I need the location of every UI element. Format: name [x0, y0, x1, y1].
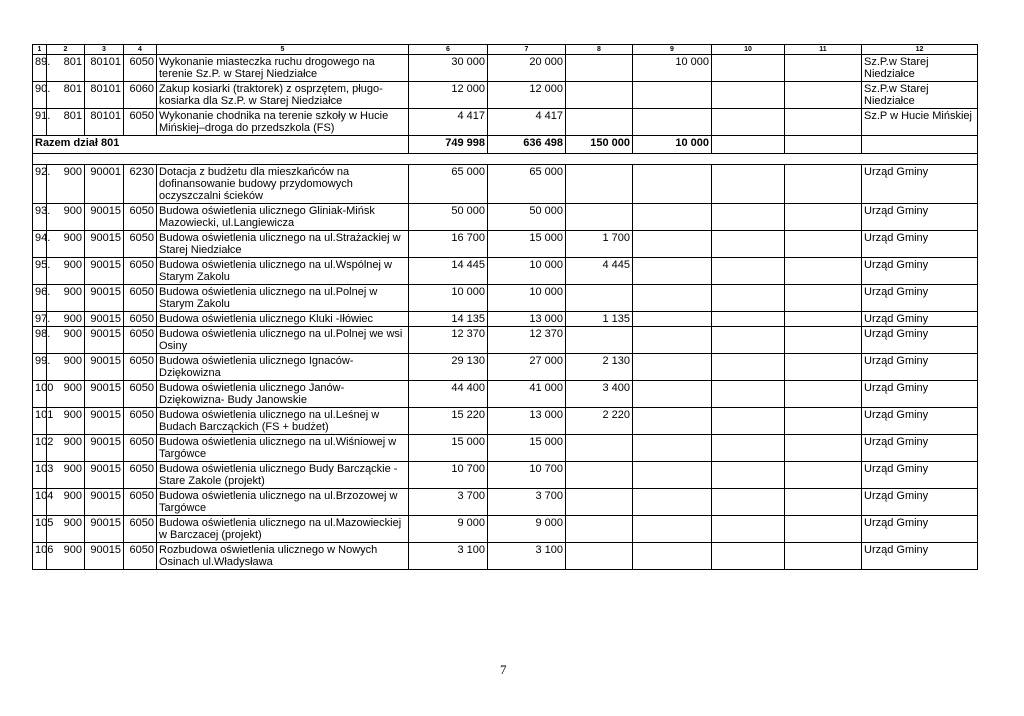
paragraph-code: 6050 [124, 462, 157, 489]
col-11-value [785, 489, 862, 516]
spacer-cell [33, 154, 978, 165]
col-6-value: 10 000 [409, 285, 488, 312]
summary-col-7: 636 498 [488, 136, 566, 154]
table-row [33, 543, 978, 570]
col-7-value: 3 100 [488, 543, 566, 570]
col-10-value [712, 55, 785, 82]
col-9-value [633, 516, 712, 543]
col-10-value [712, 204, 785, 231]
table-row [33, 327, 978, 354]
row-number: 95. [33, 258, 47, 285]
table-row [33, 462, 978, 489]
column-number: 11 [785, 45, 862, 55]
col-7-value: 15 000 [488, 231, 566, 258]
task-description: Rozbudowa oświetlenia ulicznego w Nowych Osinach ul.Władysława [157, 543, 409, 570]
division-code: 801 [47, 55, 85, 82]
col-9-value [633, 354, 712, 381]
paragraph-code: 6050 [124, 285, 157, 312]
summary-label: Razem dział 801 [33, 136, 409, 154]
table-row [33, 109, 978, 136]
col-9-value [633, 327, 712, 354]
row-number: 100 [33, 381, 47, 408]
section-900-rows [33, 165, 978, 570]
column-number: 7 [488, 45, 566, 55]
responsible-unit: Sz.P.w Starej Niedziałce [862, 55, 978, 82]
col-8-value [566, 327, 633, 354]
col-11-value [785, 462, 862, 489]
col-11-value [785, 204, 862, 231]
responsible-unit: Urząd Gminy [862, 165, 978, 204]
task-description: Budowa oświetlenia ulicznego Ignaców-Dziękowizna [157, 354, 409, 381]
col-8-value [566, 82, 633, 109]
col-8-value [566, 489, 633, 516]
col-9-value [633, 408, 712, 435]
col-7-value: 3 700 [488, 489, 566, 516]
paragraph-code: 6050 [124, 408, 157, 435]
col-6-value: 15 220 [409, 408, 488, 435]
row-number: 91. [33, 109, 47, 136]
row-number: 90. [33, 82, 47, 109]
division-code: 900 [47, 381, 85, 408]
responsible-unit: Urząd Gminy [862, 435, 978, 462]
row-number: 89. [33, 55, 47, 82]
table-row [33, 354, 978, 381]
chapter-code: 90015 [85, 543, 124, 570]
paragraph-code: 6050 [124, 312, 157, 327]
table-row [33, 489, 978, 516]
col-10-value [712, 543, 785, 570]
chapter-code: 90015 [85, 327, 124, 354]
col-11-value [785, 543, 862, 570]
column-number: 1 [33, 45, 47, 55]
paragraph-code: 6050 [124, 109, 157, 136]
paragraph-code: 6050 [124, 231, 157, 258]
col-10-value [712, 435, 785, 462]
col-9-value [633, 543, 712, 570]
responsible-unit: Urząd Gminy [862, 285, 978, 312]
task-description: Budowa oświetlenia ulicznego Budy Barcząckie -Stare Zakole (projekt) [157, 462, 409, 489]
col-8-value [566, 165, 633, 204]
col-11-value [785, 55, 862, 82]
task-description: Wykonanie chodnika na terenie szkoły w Hucie Mińskiej–droga do przedszkola (FS) [157, 109, 409, 136]
col-11-value [785, 381, 862, 408]
col-11-value [785, 354, 862, 381]
col-8-value: 2 220 [566, 408, 633, 435]
responsible-unit: Urząd Gminy [862, 489, 978, 516]
paragraph-code: 6050 [124, 489, 157, 516]
col-7-value: 12 000 [488, 82, 566, 109]
summary-row [33, 136, 978, 154]
task-description: Budowa oświetlenia ulicznego Gliniak-Mińsk Mazowiecki, ul.Langiewicza [157, 204, 409, 231]
row-number: 101 [33, 408, 47, 435]
responsible-unit: Urząd Gminy [862, 204, 978, 231]
col-11-value [785, 285, 862, 312]
section-801-rows [33, 55, 978, 136]
paragraph-code: 6050 [124, 258, 157, 285]
responsible-unit: Urząd Gminy [862, 543, 978, 570]
paragraph-code: 6050 [124, 327, 157, 354]
col-10-value [712, 82, 785, 109]
table-row [33, 408, 978, 435]
col-9-value [633, 489, 712, 516]
col-10-value [712, 327, 785, 354]
col-7-value: 13 000 [488, 312, 566, 327]
section-801-summary [33, 136, 978, 165]
table-row [33, 285, 978, 312]
col-9-value [633, 231, 712, 258]
col-8-value [566, 204, 633, 231]
table-row [33, 165, 978, 204]
col-7-value: 65 000 [488, 165, 566, 204]
paragraph-code: 6050 [124, 55, 157, 82]
division-code: 801 [47, 82, 85, 109]
col-7-value: 50 000 [488, 204, 566, 231]
col-9-value [633, 109, 712, 136]
col-6-value: 4 417 [409, 109, 488, 136]
col-8-value: 3 400 [566, 381, 633, 408]
col-9-value [633, 462, 712, 489]
col-10-value [712, 354, 785, 381]
col-7-value: 41 000 [488, 381, 566, 408]
division-code: 900 [47, 165, 85, 204]
row-number: 94. [33, 231, 47, 258]
division-code: 900 [47, 516, 85, 543]
row-number: 102 [33, 435, 47, 462]
task-description: Budowa oświetlenia ulicznego na ul.Polnej w Starym Zakolu [157, 285, 409, 312]
summary-col-9: 10 000 [633, 136, 712, 154]
chapter-code: 80101 [85, 55, 124, 82]
paragraph-code: 6050 [124, 516, 157, 543]
row-number: 98. [33, 327, 47, 354]
col-10-value [712, 231, 785, 258]
division-code: 900 [47, 258, 85, 285]
row-number: 105 [33, 516, 47, 543]
col-11-value [785, 165, 862, 204]
col-8-value: 1 700 [566, 231, 633, 258]
col-7-value: 10 000 [488, 258, 566, 285]
chapter-code: 80101 [85, 109, 124, 136]
col-9-value [633, 381, 712, 408]
col-11-value [785, 516, 862, 543]
chapter-code: 90015 [85, 489, 124, 516]
col-11-value [785, 231, 862, 258]
table-row [33, 435, 978, 462]
col-10-value [712, 516, 785, 543]
task-description: Budowa oświetlenia ulicznego na ul.Brzozowej w Targówce [157, 489, 409, 516]
table-row [33, 82, 978, 109]
task-description: Zakup kosiarki (traktorek) z osprzętem, pługo-kosiarka dla Sz.P. w Starej Niedziałce [157, 82, 409, 109]
page-number: 7 [500, 662, 507, 677]
chapter-code: 90015 [85, 312, 124, 327]
table-row [33, 258, 978, 285]
col-7-value: 9 000 [488, 516, 566, 543]
task-description: Budowa oświetlenia ulicznego na ul.Leśnej w Budach Barcząckich (FS + budżet) [157, 408, 409, 435]
division-code: 900 [47, 489, 85, 516]
summary-unit [862, 136, 978, 154]
responsible-unit: Sz.P w Hucie Mińskiej [862, 109, 978, 136]
col-6-value: 65 000 [409, 165, 488, 204]
column-number: 6 [409, 45, 488, 55]
paragraph-code: 6050 [124, 543, 157, 570]
row-number: 103 [33, 462, 47, 489]
col-6-value: 12 000 [409, 82, 488, 109]
task-description: Budowa oświetlenia ulicznego na ul.Mazowieckiej w Barczacej (projekt) [157, 516, 409, 543]
table-row [33, 55, 978, 82]
division-code: 900 [47, 312, 85, 327]
col-8-value: 2 130 [566, 354, 633, 381]
col-10-value [712, 109, 785, 136]
summary-col-6: 749 998 [409, 136, 488, 154]
col-8-value [566, 435, 633, 462]
col-10-value [712, 489, 785, 516]
row-number: 92. [33, 165, 47, 204]
col-6-value: 12 370 [409, 327, 488, 354]
col-11-value [785, 258, 862, 285]
col-11-value [785, 435, 862, 462]
col-8-value: 4 445 [566, 258, 633, 285]
column-number-row [33, 45, 978, 55]
responsible-unit: Urząd Gminy [862, 516, 978, 543]
col-11-value [785, 312, 862, 327]
paragraph-code: 6050 [124, 204, 157, 231]
col-7-value: 12 370 [488, 327, 566, 354]
paragraph-code: 6050 [124, 435, 157, 462]
chapter-code: 90015 [85, 462, 124, 489]
paragraph-code: 6050 [124, 354, 157, 381]
column-number: 5 [157, 45, 409, 55]
col-6-value: 10 700 [409, 462, 488, 489]
col-8-value [566, 109, 633, 136]
paragraph-code: 6050 [124, 381, 157, 408]
row-number: 93. [33, 204, 47, 231]
table-row [33, 381, 978, 408]
col-10-value [712, 312, 785, 327]
responsible-unit: Urząd Gminy [862, 231, 978, 258]
responsible-unit: Urząd Gminy [862, 312, 978, 327]
col-10-value [712, 408, 785, 435]
column-number: 9 [633, 45, 712, 55]
task-description: Dotacja z budżetu dla mieszkańców na dofinansowanie budowy przydomowych oczyszczalni ścieków [157, 165, 409, 204]
chapter-code: 90015 [85, 204, 124, 231]
column-number: 3 [85, 45, 124, 55]
division-code: 900 [47, 354, 85, 381]
responsible-unit: Urząd Gminy [862, 408, 978, 435]
row-number: 106 [33, 543, 47, 570]
col-6-value: 30 000 [409, 55, 488, 82]
chapter-code: 90015 [85, 231, 124, 258]
col-10-value [712, 165, 785, 204]
column-number: 8 [566, 45, 633, 55]
col-9-value [633, 204, 712, 231]
responsible-unit: Urząd Gminy [862, 258, 978, 285]
chapter-code: 90015 [85, 285, 124, 312]
chapter-code: 90015 [85, 435, 124, 462]
col-10-value [712, 258, 785, 285]
chapter-code: 90001 [85, 165, 124, 204]
division-code: 900 [47, 435, 85, 462]
col-7-value: 20 000 [488, 55, 566, 82]
division-code: 900 [47, 462, 85, 489]
task-description: Budowa oświetlenia ulicznego na ul.Wspólnej w Starym Zakolu [157, 258, 409, 285]
column-number: 2 [47, 45, 85, 55]
col-10-value [712, 462, 785, 489]
col-11-value [785, 408, 862, 435]
responsible-unit: Sz.P.w Starej Niedziałce [862, 82, 978, 109]
responsible-unit: Urząd Gminy [862, 354, 978, 381]
col-7-value: 10 000 [488, 285, 566, 312]
table-row [33, 516, 978, 543]
paragraph-code: 6230 [124, 165, 157, 204]
budget-table [32, 44, 978, 570]
col-10-value [712, 285, 785, 312]
col-6-value: 9 000 [409, 516, 488, 543]
task-description: Budowa oświetlenia ulicznego Kluki -Iłówiec [157, 312, 409, 327]
summary-col-11 [785, 136, 862, 154]
division-code: 900 [47, 543, 85, 570]
col-7-value: 13 000 [488, 408, 566, 435]
row-number: 96. [33, 285, 47, 312]
table-row [33, 231, 978, 258]
col-6-value: 50 000 [409, 204, 488, 231]
table-row [33, 204, 978, 231]
division-code: 900 [47, 327, 85, 354]
table-row [33, 312, 978, 327]
col-9-value [633, 312, 712, 327]
col-11-value [785, 82, 862, 109]
chapter-code: 80101 [85, 82, 124, 109]
summary-col-10 [712, 136, 785, 154]
col-6-value: 3 700 [409, 489, 488, 516]
col-7-value: 27 000 [488, 354, 566, 381]
chapter-code: 90015 [85, 354, 124, 381]
col-6-value: 16 700 [409, 231, 488, 258]
col-8-value [566, 285, 633, 312]
division-code: 801 [47, 109, 85, 136]
col-6-value: 3 100 [409, 543, 488, 570]
col-6-value: 14 135 [409, 312, 488, 327]
col-8-value [566, 543, 633, 570]
row-number: 104 [33, 489, 47, 516]
col-7-value: 15 000 [488, 435, 566, 462]
col-9-value [633, 435, 712, 462]
col-8-value [566, 55, 633, 82]
chapter-code: 90015 [85, 408, 124, 435]
division-code: 900 [47, 408, 85, 435]
column-number: 10 [712, 45, 785, 55]
paragraph-code: 6060 [124, 82, 157, 109]
division-code: 900 [47, 204, 85, 231]
chapter-code: 90015 [85, 381, 124, 408]
col-11-value [785, 109, 862, 136]
division-code: 900 [47, 285, 85, 312]
col-9-value [633, 165, 712, 204]
column-number: 12 [862, 45, 978, 55]
task-description: Budowa oświetlenia ulicznego na ul.Strażackiej w Starej Niedziałce [157, 231, 409, 258]
row-number: 99. [33, 354, 47, 381]
col-6-value: 14 445 [409, 258, 488, 285]
task-description: Budowa oświetlenia ulicznego na ul.Polnej we wsi Osiny [157, 327, 409, 354]
chapter-code: 90015 [85, 516, 124, 543]
summary-col-8: 150 000 [566, 136, 633, 154]
col-9-value: 10 000 [633, 55, 712, 82]
col-10-value [712, 381, 785, 408]
responsible-unit: Urząd Gminy [862, 462, 978, 489]
col-7-value: 4 417 [488, 109, 566, 136]
row-number: 97. [33, 312, 47, 327]
task-description: Budowa oświetlenia ulicznego na ul.Wiśniowej w Targówce [157, 435, 409, 462]
responsible-unit: Urząd Gminy [862, 327, 978, 354]
col-9-value [633, 285, 712, 312]
col-6-value: 15 000 [409, 435, 488, 462]
col-6-value: 44 400 [409, 381, 488, 408]
chapter-code: 90015 [85, 258, 124, 285]
col-8-value [566, 462, 633, 489]
responsible-unit: Urząd Gminy [862, 381, 978, 408]
col-7-value: 10 700 [488, 462, 566, 489]
task-description: Budowa oświetlenia ulicznego Janów-Dziękowizna- Budy Janowskie [157, 381, 409, 408]
division-code: 900 [47, 231, 85, 258]
col-8-value [566, 516, 633, 543]
col-9-value [633, 258, 712, 285]
spacer-row [33, 154, 978, 165]
task-description: Wykonanie miasteczka ruchu drogowego na terenie Sz.P. w Starej Niedziałce [157, 55, 409, 82]
col-9-value [633, 82, 712, 109]
col-8-value: 1 135 [566, 312, 633, 327]
col-6-value: 29 130 [409, 354, 488, 381]
col-11-value [785, 327, 862, 354]
column-number: 4 [124, 45, 157, 55]
